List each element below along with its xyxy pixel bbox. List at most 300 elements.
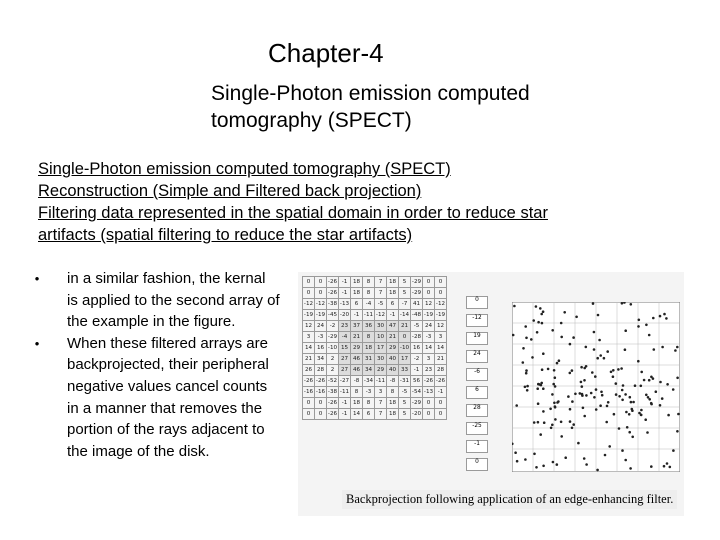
count-dot — [648, 398, 651, 401]
grid-cell: 18 — [387, 277, 399, 288]
count-dot — [672, 388, 675, 391]
count-dot — [631, 436, 634, 439]
grid-cell: 3 — [303, 332, 315, 343]
count-dot — [661, 397, 664, 400]
row-values — [466, 276, 488, 471]
grid-cell: 27 — [339, 354, 351, 365]
grid-cell: 24 — [315, 321, 327, 332]
grid-row — [303, 354, 447, 365]
grid-cell: 2 — [327, 354, 339, 365]
count-dot — [667, 414, 670, 417]
grid-cell: -12 — [435, 299, 447, 310]
count-dot — [530, 338, 533, 341]
grid-cell: -8 — [351, 376, 363, 387]
count-dot — [525, 337, 528, 340]
grid-cell: 0 — [303, 288, 315, 299]
grid-cell: -1 — [435, 387, 447, 398]
grid-cell: -19 — [315, 310, 327, 321]
count-dot — [640, 385, 643, 388]
count-dot — [615, 382, 618, 385]
count-dot — [575, 316, 578, 319]
count-dot — [600, 391, 603, 394]
count-dot — [663, 465, 666, 468]
link-reconstruction[interactable]: Reconstruction (Simple and Filtered back projection) — [38, 182, 422, 200]
grid-cell: 28 — [315, 365, 327, 376]
grid-row — [303, 387, 447, 398]
grid-cell: 31 — [363, 354, 375, 365]
count-dot — [596, 469, 599, 472]
grid-cell: -2 — [327, 321, 339, 332]
link-filtering[interactable]: Filtering data represented in the spatial domain in order to reduce star — [38, 204, 548, 222]
grid-cell: -29 — [411, 398, 423, 409]
count-dot — [659, 381, 662, 384]
row-value: 28 — [466, 404, 488, 417]
count-dot — [536, 387, 539, 390]
count-dot — [540, 382, 543, 385]
grid-cell: 14 — [423, 343, 435, 354]
grid-cell: 0 — [423, 277, 435, 288]
grid-cell: -14 — [399, 310, 411, 321]
count-dot — [593, 331, 596, 334]
count-dot — [630, 303, 633, 306]
count-dot — [560, 421, 563, 424]
count-dot — [624, 459, 627, 462]
count-dot — [638, 319, 641, 322]
count-dot — [522, 347, 525, 350]
grid-cell: 47 — [387, 321, 399, 332]
grid-cell: 18 — [351, 398, 363, 409]
grid-cell: -1 — [339, 277, 351, 288]
count-dot — [569, 420, 572, 423]
bullet-icon: • — [34, 335, 40, 351]
count-dot — [571, 400, 574, 403]
grid-cell: -12 — [375, 310, 387, 321]
count-dot — [514, 451, 517, 454]
count-dot — [580, 381, 583, 384]
count-dot — [536, 331, 539, 334]
count-dot — [608, 445, 611, 448]
count-dot — [577, 442, 580, 445]
topic-links — [38, 158, 548, 246]
count-dot — [524, 325, 527, 328]
count-dot — [646, 431, 649, 434]
grid-row — [303, 365, 447, 376]
count-dot — [622, 384, 625, 387]
grid-cell: -1 — [387, 310, 399, 321]
count-dot — [628, 413, 631, 416]
grid-cell: -5 — [411, 321, 423, 332]
grid-cell: 7 — [375, 277, 387, 288]
grid-cell: -20 — [411, 409, 423, 420]
count-dot — [637, 325, 640, 328]
grid-cell: 0 — [435, 288, 447, 299]
row-value: 6 — [466, 386, 488, 399]
bullet-text: When these filtered arrays are backprojected, their peripheral negative values cancel counts in a manner that removes the portion of the rays adjacent to the image of the disk. — [67, 334, 269, 460]
count-dot — [537, 383, 540, 386]
count-dot — [665, 317, 668, 320]
grid-cell: 3 — [435, 332, 447, 343]
count-dot — [552, 383, 555, 386]
grid-row — [303, 310, 447, 321]
grid-cell: 46 — [351, 354, 363, 365]
grid-cell: -13 — [339, 299, 351, 310]
count-dot — [612, 375, 615, 378]
bullet-icon: • — [34, 271, 40, 286]
count-dot — [643, 379, 646, 382]
count-dot — [610, 371, 613, 374]
count-dot — [563, 311, 566, 314]
grid-cell: 3 — [375, 387, 387, 398]
grid-cell: 8 — [363, 332, 375, 343]
grid-cell: -19 — [303, 310, 315, 321]
count-dot — [569, 343, 572, 346]
count-dot — [583, 379, 586, 382]
row-value: 0 — [466, 296, 488, 309]
count-dot — [618, 427, 621, 430]
count-dot — [593, 348, 596, 351]
count-dot — [532, 319, 535, 322]
grid-row — [303, 398, 447, 409]
grid-cell: -19 — [435, 310, 447, 321]
grid-cell: 29 — [387, 343, 399, 354]
count-dot — [591, 371, 594, 374]
count-dot — [596, 357, 599, 360]
count-dot — [626, 426, 629, 429]
count-dot — [580, 366, 583, 369]
count-dot — [581, 393, 584, 396]
grid-cell: -20 — [339, 310, 351, 321]
bullet-text: in a similar fashion, the kernal is applied to the second array of the example in the figure. — [67, 270, 280, 331]
subtitle-line-2: tomography (SPECT) — [211, 109, 412, 132]
row-value: -1 — [466, 440, 488, 453]
count-dot — [637, 360, 640, 363]
count-dot — [650, 402, 653, 405]
grid-cell: -26 — [435, 376, 447, 387]
count-dot — [583, 415, 586, 418]
count-dot — [612, 369, 615, 372]
count-dot — [640, 371, 643, 374]
grid-cell: -29 — [327, 332, 339, 343]
count-dot — [554, 406, 557, 409]
count-dot — [550, 427, 553, 430]
grid-cell: -11 — [363, 310, 375, 321]
count-dot — [531, 356, 534, 359]
count-dot — [595, 388, 598, 391]
grid-cell: -5 — [399, 387, 411, 398]
grid-cell: 17 — [399, 354, 411, 365]
count-dot — [634, 384, 637, 387]
grid-cell: 14 — [435, 343, 447, 354]
grid-cell: 0 — [423, 398, 435, 409]
count-dot — [569, 372, 572, 375]
grid-cell: 34 — [315, 354, 327, 365]
grid-row — [303, 332, 447, 343]
count-dot — [592, 302, 595, 305]
grid-cell: -4 — [363, 299, 375, 310]
grid-cell: -26 — [327, 288, 339, 299]
count-dot — [535, 305, 538, 308]
grid-cell: 8 — [363, 398, 375, 409]
grid-cell: 7 — [375, 288, 387, 299]
grid-cell: 18 — [387, 288, 399, 299]
grid-cell: -10 — [399, 343, 411, 354]
grid-cell: 34 — [363, 365, 375, 376]
count-dot — [542, 410, 545, 413]
count-dot — [525, 369, 528, 372]
grid-cell: -11 — [339, 387, 351, 398]
count-dot — [674, 349, 677, 352]
figure-caption: Backprojection following application of an edge-enhancing filter. — [342, 490, 677, 509]
count-dot — [560, 322, 563, 325]
grid-table — [302, 276, 447, 420]
count-dot — [585, 394, 588, 397]
count-dot — [569, 408, 572, 411]
count-dot — [537, 421, 540, 424]
grid-cell: -16 — [315, 387, 327, 398]
count-dot — [556, 362, 559, 365]
count-dot — [583, 367, 586, 370]
count-dot — [621, 399, 624, 402]
grid-cell: -28 — [411, 332, 423, 343]
count-dot — [549, 408, 552, 411]
count-dot — [556, 401, 559, 404]
grid-cell: -26 — [423, 376, 435, 387]
count-dot — [553, 369, 556, 372]
count-dot — [515, 404, 518, 407]
count-dot — [539, 307, 542, 310]
row-value: -12 — [466, 314, 488, 327]
count-dot — [543, 421, 546, 424]
count-dot — [677, 413, 680, 416]
grid-cell: 23 — [423, 365, 435, 376]
count-dot — [594, 375, 597, 378]
count-dot — [645, 324, 648, 327]
link-spect[interactable]: Single-Photon emission computed tomography (SPECT) — [38, 160, 451, 178]
count-dot — [582, 407, 585, 410]
count-dot — [625, 411, 628, 414]
count-dot — [552, 461, 555, 464]
count-dot — [632, 401, 635, 404]
grid-cell: -1 — [339, 288, 351, 299]
grid-cell: 18 — [351, 277, 363, 288]
grid-cell: 18 — [363, 343, 375, 354]
grid-cell: 18 — [387, 409, 399, 420]
grid-cell: 21 — [387, 332, 399, 343]
grid-cell: 0 — [315, 277, 327, 288]
grid-cell: 2 — [327, 365, 339, 376]
count-dot — [659, 315, 662, 318]
count-dot — [647, 396, 650, 399]
count-dot — [590, 392, 593, 395]
count-dot — [541, 368, 544, 371]
grid-cell: 5 — [399, 409, 411, 420]
count-dot — [524, 386, 527, 389]
grid-cell: -16 — [303, 387, 315, 398]
count-dot — [567, 395, 570, 398]
count-dot — [621, 302, 624, 305]
count-dot — [669, 466, 672, 469]
grid-row — [303, 321, 447, 332]
count-dot — [624, 348, 627, 351]
count-dot — [547, 368, 550, 371]
count-dot — [525, 372, 528, 375]
count-dot — [624, 329, 627, 332]
count-dot — [581, 385, 584, 388]
grid-cell: 18 — [387, 398, 399, 409]
count-dot — [583, 457, 586, 460]
count-dot — [607, 401, 610, 404]
grid-cell: -38 — [327, 387, 339, 398]
grid-cell: 0 — [435, 277, 447, 288]
count-dot — [537, 402, 540, 405]
count-dot — [572, 336, 575, 339]
grid-cell: 18 — [351, 288, 363, 299]
bullet-item — [30, 268, 280, 333]
row-value: 0 — [466, 458, 488, 471]
count-dot — [551, 393, 554, 396]
grid-cell: -26 — [303, 376, 315, 387]
grid-cell: 0 — [315, 398, 327, 409]
count-dot — [599, 354, 602, 357]
count-dot — [558, 359, 561, 362]
count-dot — [579, 392, 582, 395]
count-dot — [597, 314, 600, 317]
grid-cell: -29 — [411, 288, 423, 299]
grid-cell: 3 — [423, 354, 435, 365]
grid-cell: -45 — [327, 310, 339, 321]
count-dot — [620, 367, 623, 370]
count-dot — [542, 310, 545, 313]
count-dot — [553, 402, 556, 405]
count-dot — [564, 456, 567, 459]
count-dot — [599, 404, 602, 407]
bullet-list — [30, 268, 280, 462]
grid-cell: 21 — [399, 321, 411, 332]
grid-cell: -1 — [339, 398, 351, 409]
grid-cell: -27 — [339, 376, 351, 387]
count-dot — [672, 449, 675, 452]
count-dot — [618, 395, 621, 398]
count-dot — [541, 322, 544, 325]
count-dot — [650, 376, 653, 379]
grid-cell: 12 — [303, 321, 315, 332]
count-dot — [603, 357, 606, 360]
grid-cell: 33 — [399, 365, 411, 376]
grid-cell: 0 — [423, 409, 435, 420]
backprojected-image — [512, 302, 680, 472]
grid-cell: 6 — [363, 409, 375, 420]
grid-cell: -7 — [399, 299, 411, 310]
grid-cell: 0 — [315, 409, 327, 420]
grid-cell: 56 — [411, 376, 423, 387]
count-dot — [533, 421, 536, 424]
grid-cell: 12 — [423, 299, 435, 310]
grid-cell: 40 — [387, 354, 399, 365]
count-dot — [676, 377, 679, 380]
count-dot — [598, 339, 601, 342]
count-dot — [606, 350, 609, 353]
filtered-array-grid — [302, 276, 462, 460]
grid-cell: -11 — [375, 376, 387, 387]
grid-cell: -31 — [399, 376, 411, 387]
count-dot — [666, 462, 669, 465]
row-value: 19 — [466, 332, 488, 345]
count-dot — [666, 383, 669, 386]
count-dot — [648, 334, 651, 337]
grid-cell: 15 — [339, 343, 351, 354]
grid-cell: -1 — [351, 310, 363, 321]
count-dot — [539, 433, 542, 436]
count-dot — [650, 465, 653, 468]
count-dot — [513, 305, 516, 308]
grid-cell: -48 — [411, 310, 423, 321]
grid-cell: -54 — [411, 387, 423, 398]
bullet-item — [30, 333, 280, 463]
grid-cell: 28 — [435, 365, 447, 376]
count-dot — [585, 346, 588, 349]
count-dot — [595, 408, 598, 411]
count-dot — [593, 396, 596, 399]
count-dot — [542, 352, 545, 355]
grid-cell: 0 — [423, 288, 435, 299]
grid-cell: 0 — [303, 409, 315, 420]
grid-cell: 36 — [363, 321, 375, 332]
grid-cell: -5 — [375, 299, 387, 310]
count-dot — [628, 431, 631, 434]
grid-cell: 8 — [351, 387, 363, 398]
grid-cell: 23 — [339, 321, 351, 332]
count-dot — [551, 424, 554, 427]
grid-cell: -10 — [327, 343, 339, 354]
grid-cell: 10 — [375, 332, 387, 343]
count-dot — [554, 376, 557, 379]
grid-cell: -3 — [423, 332, 435, 343]
grid-cell: 41 — [411, 299, 423, 310]
count-dot — [512, 334, 515, 337]
grid-cell: -34 — [363, 376, 375, 387]
count-dot — [621, 449, 624, 452]
grid-cell: 0 — [303, 277, 315, 288]
grid-cell: -1 — [411, 365, 423, 376]
link-filtering-continued[interactable]: artifacts (spatial filtering to reduce the star artifacts) — [38, 226, 413, 244]
grid-cell: 7 — [375, 409, 387, 420]
count-dot — [535, 466, 538, 469]
count-dot — [537, 321, 540, 324]
count-dot — [571, 369, 574, 372]
count-dot — [526, 385, 529, 388]
grid-cell: 27 — [339, 365, 351, 376]
grid-cell: 46 — [351, 365, 363, 376]
grid-cell: 8 — [363, 277, 375, 288]
count-dot — [516, 460, 519, 463]
grid-cell: 0 — [435, 409, 447, 420]
count-dot — [645, 394, 648, 397]
grid-cell: 24 — [423, 321, 435, 332]
grid-cell: -3 — [315, 332, 327, 343]
grid-row — [303, 409, 447, 420]
count-dot — [655, 390, 658, 393]
chapter-title: Chapter-4 — [268, 38, 384, 68]
count-dot — [606, 405, 609, 408]
grid-cell: 14 — [303, 343, 315, 354]
count-dot — [533, 453, 536, 456]
grid-cell: -26 — [327, 277, 339, 288]
grid-row — [303, 277, 447, 288]
grid-cell: 17 — [375, 343, 387, 354]
grid-cell: 8 — [387, 387, 399, 398]
count-dot — [644, 418, 647, 421]
grid-row — [303, 343, 447, 354]
